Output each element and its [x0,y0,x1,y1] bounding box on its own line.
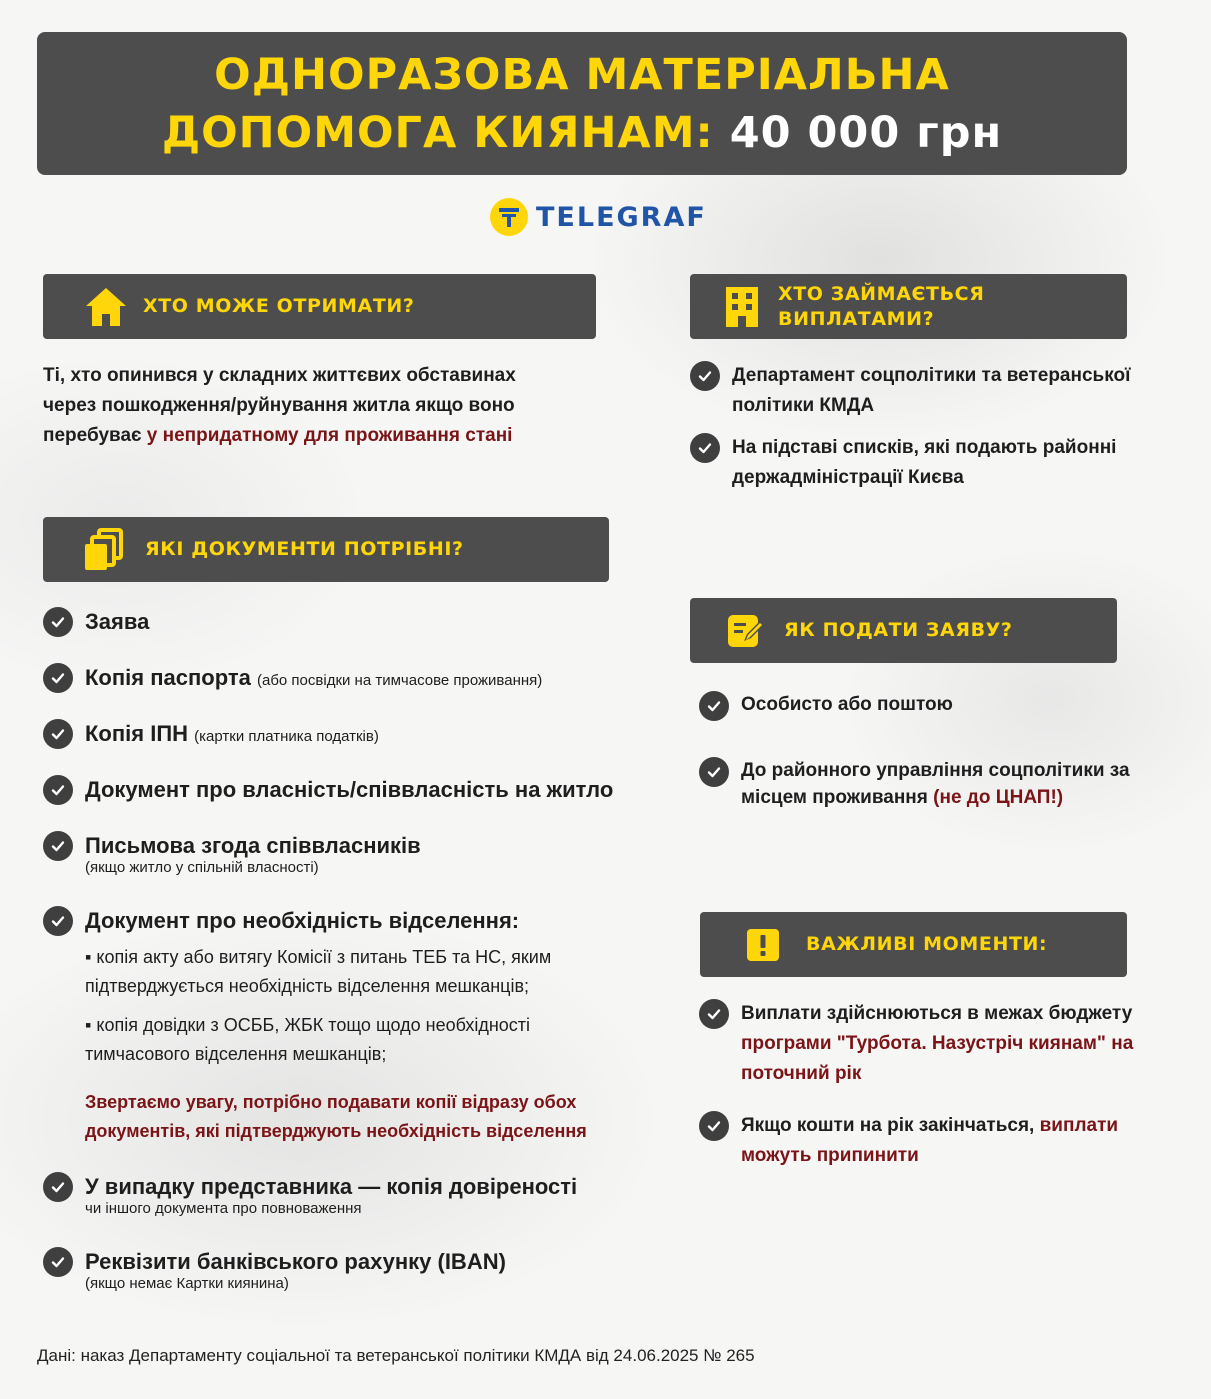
doc-item-iban [43,1247,643,1293]
doc-item-iban-text [85,1247,506,1293]
hero-title-line1: ОДНОРАЗОВА МАТЕРІАЛЬНА [214,49,950,100]
doc-item-tax-id-main: Копія ІПН [85,721,189,746]
telegraf-logo-icon [490,198,528,236]
telegraf-logo-text: TELEGRAF [536,201,707,233]
who-header [43,274,596,339]
doc-item-ownership [43,775,663,805]
doc-item-passport [43,663,643,696]
who-text-highlight: у непридатному для проживання стані [146,425,513,446]
house-icon [83,286,129,328]
doc-item-relocation-text: Документ про необхідність відселення: [85,908,520,933]
important-item-2 [699,1111,1189,1171]
hero-banner [37,32,1127,175]
apply-item-2 [699,757,1139,811]
apply-item-1 [699,691,1179,721]
doc-item-relocation [43,906,643,936]
telegraf-logo [490,197,707,237]
check-icon [43,831,73,861]
docs-warning: Звертаємо увагу, потрібно подавати копії відразу обох документів, які підтверджують необхідність відселення [85,1092,587,1141]
check-icon [43,663,73,693]
doc-item-statement [43,607,643,637]
documents-icon [83,528,125,572]
apply-item-2-main: До районного управління соцполітики за місцем проживання [741,760,1130,808]
who-title: ХТО МОЖЕ ОТРИМАТИ? [143,295,415,317]
source-note: Дані: наказ Департаменту соціальної та ветеранської політики КМДА від 24.06.2025 № 265 [37,1346,755,1365]
doc-item-power-of-attorney-text [85,1172,577,1218]
hero-amount: 40 000 грн [729,107,1003,158]
payer-header [690,274,1127,339]
check-icon [43,906,73,936]
apply-header [690,598,1117,663]
doc-item-statement-text: Заява [85,609,150,634]
important-item-1-highlight: програми "Турбота. Назустріч киянам" на поточний рік [741,1033,1134,1084]
important-item-2-text [741,1111,1171,1171]
apply-title: ЯК ПОДАТИ ЗАЯВУ? [784,619,1013,641]
doc-item-iban-main: Реквізити банківського рахунку (IBAN) [85,1249,506,1274]
doc-sub-osbb-certificate: ▪ копія довідки з ОСББ, ЖБК тощо щодо необхідності тимчасового відселення мешканців; [85,1015,531,1064]
apply-item-1-text: Особисто або поштою [741,694,953,715]
doc-item-passport-main: Копія паспорта [85,665,251,690]
doc-item-consent-text [85,831,421,877]
who-text: Ті, хто опинився у складних життєвих обставинах через пошкодження/руйнування житла якщо воно перебуває [43,365,516,446]
check-icon [699,999,729,1029]
doc-sub-commission-act: ▪ копія акту або витягу Комісії з питань ТЕБ та НС, яким підтверджується необхідність відселення мешканців; [85,947,552,996]
hero-title-line2 [162,104,1002,162]
apply-item-2-text [741,757,1139,811]
important-item-1 [699,999,1189,1089]
check-icon [43,1172,73,1202]
doc-item-ownership-text: Документ про власність/співвласність на житло [85,777,614,802]
check-icon [43,775,73,805]
check-icon [699,691,729,721]
doc-item-passport-text [85,663,542,696]
doc-item-consent [43,831,643,877]
apply-item-2-highlight: (не до ЦНАП!) [933,787,1064,808]
check-icon [43,719,73,749]
hero-title-prefix: ДОПОМОГА КИЯНАМ: [161,107,714,158]
doc-item-power-of-attorney-main: У випадку представника — копія довіреності [85,1174,578,1199]
important-header [700,912,1127,977]
payer-item-1-text: Департамент соцполітики та ветеранської політики КМДА [732,365,1131,416]
important-item-2-main: Якщо кошти на рік закінчаться, [741,1115,1040,1136]
doc-item-power-of-attorney-note: чи іншого документа про повноваження [85,1200,362,1217]
important-item-1-main: Виплати здійснюються в межах бюджету [741,1003,1133,1024]
doc-item-consent-main: Письмова згода співвласників [85,833,421,858]
check-icon [43,1247,73,1277]
payer-title: ХТО ЗАЙМАЄТЬСЯ ВИПЛАТАМИ? [778,282,985,330]
doc-item-passport-note: (або посвідки на тимчасове проживання) [256,672,543,689]
doc-item-power-of-attorney [43,1172,643,1218]
important-item-1-text [741,999,1181,1089]
check-icon [699,1111,729,1141]
doc-item-iban-note: (якщо немає Картки киянина) [85,1275,289,1292]
payer-item-2-text: На підставі списків, які подають районні держадміністрації Києва [732,437,1117,488]
important-item-2-highlight: виплати можуть припинити [741,1115,1119,1166]
doc-item-tax-id [43,719,643,752]
payer-item-1 [690,361,1180,421]
check-icon [699,757,729,787]
docs-title: ЯКІ ДОКУМЕНТИ ПОТРІБНІ? [145,538,464,560]
check-icon [43,607,73,637]
who-description [43,361,563,451]
doc-item-consent-note: (якщо житло у спільній власності) [85,859,319,876]
check-icon [690,433,720,463]
docs-header [43,517,609,582]
warning-icon [746,928,780,962]
payer-item-2 [690,433,1180,493]
building-icon [724,285,760,329]
doc-item-tax-id-note: (картки платника податків) [194,728,379,745]
check-icon [690,361,720,391]
edit-form-icon [726,611,766,651]
important-title: ВАЖЛИВІ МОМЕНТИ: [806,933,1048,955]
doc-item-tax-id-text [85,719,379,752]
